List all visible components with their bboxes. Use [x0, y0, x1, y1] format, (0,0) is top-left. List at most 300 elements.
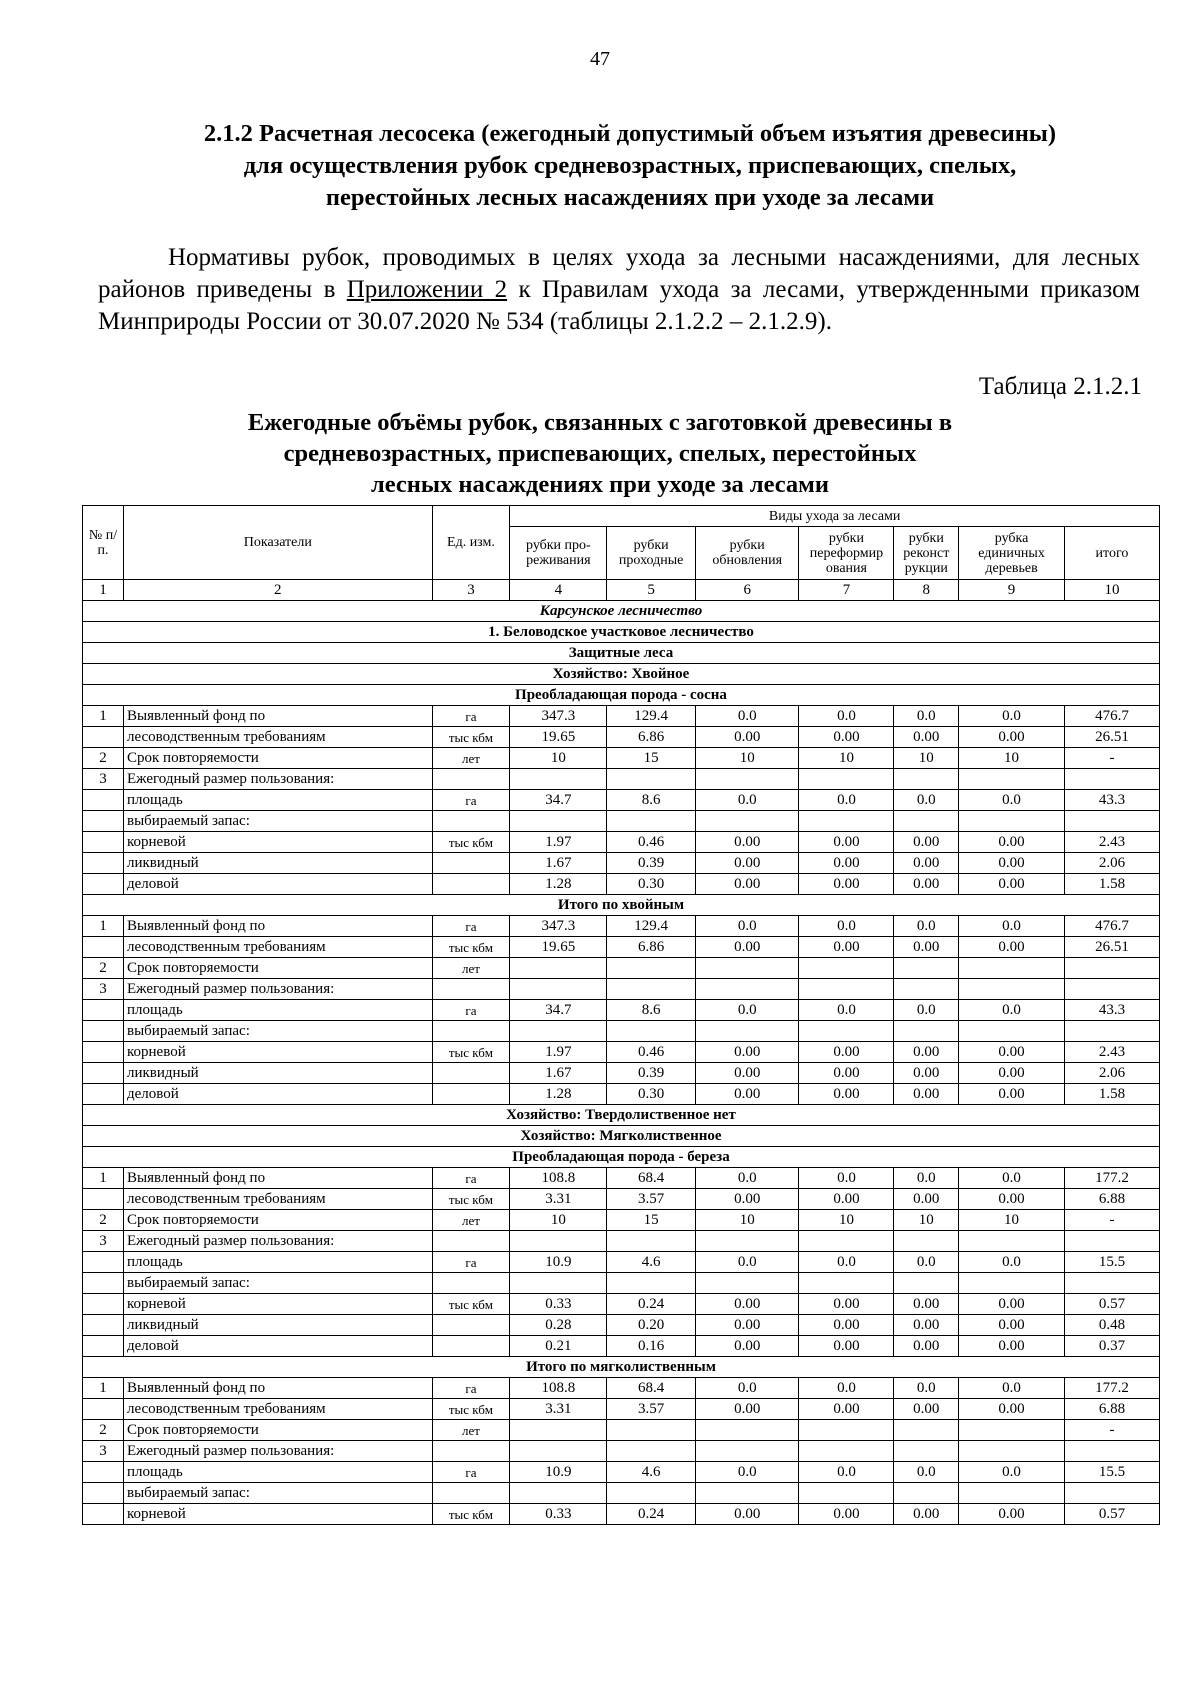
row-value: 0.00 — [894, 1042, 959, 1063]
row-value: 10 — [959, 748, 1065, 769]
row-number — [83, 1042, 124, 1063]
row-indicator: ликвидный — [124, 1315, 433, 1336]
row-value — [510, 979, 607, 1000]
row-value: 0.00 — [894, 1504, 959, 1525]
row-value: 0.00 — [695, 1084, 799, 1105]
section-label: Преобладающая порода - сосна — [83, 685, 1160, 706]
row-unit: лет — [432, 1210, 510, 1231]
row-value: 0.46 — [607, 1042, 695, 1063]
table-label: Таблица 2.1.2.1 — [978, 373, 1142, 400]
row-value: 0.00 — [959, 1063, 1065, 1084]
row-value: 0.0 — [799, 790, 894, 811]
row-value: 0.00 — [695, 937, 799, 958]
row-value: 26.51 — [1064, 937, 1159, 958]
row-value: 0.33 — [510, 1294, 607, 1315]
row-indicator: Срок повторяемости — [124, 1420, 433, 1441]
row-value: 1.97 — [510, 1042, 607, 1063]
row-number: 1 — [83, 1378, 124, 1399]
row-value: 68.4 — [607, 1378, 695, 1399]
row-value: 0.0 — [695, 1252, 799, 1273]
row-value: 0.00 — [695, 1336, 799, 1357]
row-value — [607, 979, 695, 1000]
table-title-line: лесных насаждениях при уходе за лесами — [371, 471, 829, 498]
row-value: 177.2 — [1064, 1378, 1159, 1399]
row-number — [83, 1273, 124, 1294]
row-value — [607, 1231, 695, 1252]
header-col: рубки реконст рукции — [894, 527, 959, 580]
section-label: Карсунское лесничество — [83, 601, 1160, 622]
row-value: 1.58 — [1064, 1084, 1159, 1105]
row-indicator: ликвидный — [124, 853, 433, 874]
table-row — [83, 1420, 1160, 1441]
row-indicator: площадь — [124, 1462, 433, 1483]
row-indicator: Выявленный фонд по — [124, 1378, 433, 1399]
row-value: 0.57 — [1064, 1504, 1159, 1525]
row-value: 129.4 — [607, 706, 695, 727]
row-value: 0.00 — [695, 1315, 799, 1336]
row-value — [695, 958, 799, 979]
header-col-number: 1 — [83, 580, 124, 601]
section-row — [83, 1105, 1160, 1126]
table-row — [83, 1378, 1160, 1399]
row-value: 3.57 — [607, 1189, 695, 1210]
section-row — [83, 1357, 1160, 1378]
row-unit — [432, 1021, 510, 1042]
row-unit: лет — [432, 748, 510, 769]
row-indicator: выбираемый запас: — [124, 1273, 433, 1294]
row-unit — [432, 1063, 510, 1084]
row-value: 0.0 — [959, 1168, 1065, 1189]
header-col-number: 10 — [1064, 580, 1159, 601]
paragraph-text: Нормативы рубок, проводимых в целях ухода за лесными насаждениями, для лесных районов приведены в — [98, 244, 1140, 303]
row-number — [83, 1252, 124, 1273]
row-indicator: Срок повторяемости — [124, 748, 433, 769]
row-value — [695, 769, 799, 790]
row-value — [607, 1273, 695, 1294]
row-value: 1.28 — [510, 1084, 607, 1105]
row-value: 2.06 — [1064, 853, 1159, 874]
row-value — [695, 1420, 799, 1441]
row-value: 1.67 — [510, 1063, 607, 1084]
row-value: 0.00 — [695, 853, 799, 874]
table-row — [83, 1042, 1160, 1063]
row-unit: тыс кбм — [432, 1399, 510, 1420]
row-value — [959, 811, 1065, 832]
row-number: 1 — [83, 916, 124, 937]
row-value: 0.0 — [695, 1000, 799, 1021]
table-row — [83, 853, 1160, 874]
row-value: 10.9 — [510, 1252, 607, 1273]
row-value: 10 — [695, 1210, 799, 1231]
row-value: 0.00 — [695, 1504, 799, 1525]
row-value — [1064, 958, 1159, 979]
row-value: 0.57 — [1064, 1294, 1159, 1315]
header-col: рубки проходные — [607, 527, 695, 580]
paragraph-text: к Правилам ухода за лесами, утвержденными приказом Минприроды России от 30.07.2020 № 534 (таблицы 2.1.2.2 – 2.1.2.9). — [98, 276, 1141, 335]
row-value: 0.00 — [799, 1084, 894, 1105]
row-unit — [432, 1483, 510, 1504]
row-indicator: лесоводственным требованиям — [124, 727, 433, 748]
row-value: 0.0 — [799, 1168, 894, 1189]
row-value: 19.65 — [510, 727, 607, 748]
row-value: 0.00 — [959, 1504, 1065, 1525]
row-value — [607, 811, 695, 832]
table-row — [83, 1315, 1160, 1336]
row-value: 0.00 — [695, 1042, 799, 1063]
section-row — [83, 1126, 1160, 1147]
row-value: 0.0 — [959, 1378, 1065, 1399]
row-value: 108.8 — [510, 1378, 607, 1399]
row-value: 15.5 — [1064, 1252, 1159, 1273]
row-number: 1 — [83, 1168, 124, 1189]
table-row — [83, 790, 1160, 811]
row-value: 0.39 — [607, 1063, 695, 1084]
section-row — [83, 643, 1160, 664]
row-indicator: площадь — [124, 1252, 433, 1273]
section-label: Итого по хвойным — [83, 895, 1160, 916]
row-value: 43.3 — [1064, 790, 1159, 811]
row-value — [799, 769, 894, 790]
row-value: 0.0 — [959, 790, 1065, 811]
row-number — [83, 937, 124, 958]
row-value — [510, 1441, 607, 1462]
row-value — [1064, 1231, 1159, 1252]
row-unit — [432, 1336, 510, 1357]
row-value — [799, 1231, 894, 1252]
row-value — [799, 1483, 894, 1504]
table-row — [83, 769, 1160, 790]
row-value — [799, 958, 894, 979]
row-indicator: выбираемый запас: — [124, 1021, 433, 1042]
table-row — [83, 1252, 1160, 1273]
row-indicator: корневой — [124, 1294, 433, 1315]
row-value — [607, 1420, 695, 1441]
row-value — [894, 1420, 959, 1441]
row-indicator: лесоводственным требованиям — [124, 937, 433, 958]
row-value — [695, 1231, 799, 1252]
row-value: 0.00 — [799, 1399, 894, 1420]
row-value — [894, 1231, 959, 1252]
row-value: 10 — [894, 748, 959, 769]
appendix-link[interactable]: Приложении 2 — [346, 276, 508, 303]
row-indicator: Ежегодный размер пользования: — [124, 1441, 433, 1462]
section-label: Хозяйство: Хвойное — [83, 664, 1160, 685]
row-value: 8.6 — [607, 790, 695, 811]
row-value: 1.67 — [510, 853, 607, 874]
section-row — [83, 1147, 1160, 1168]
header-col: рубки переформир ования — [799, 527, 894, 580]
row-number — [83, 1063, 124, 1084]
row-value — [510, 769, 607, 790]
table-row — [83, 1231, 1160, 1252]
row-number: 2 — [83, 958, 124, 979]
row-value: 0.24 — [607, 1504, 695, 1525]
row-value: 0.00 — [799, 1063, 894, 1084]
row-value — [894, 1021, 959, 1042]
row-indicator: Выявленный фонд по — [124, 1168, 433, 1189]
row-unit: тыс кбм — [432, 727, 510, 748]
header-col: рубка единичных деревьев — [959, 527, 1065, 580]
row-value: 0.48 — [1064, 1315, 1159, 1336]
row-number — [83, 790, 124, 811]
row-value: 19.65 — [510, 937, 607, 958]
row-unit: лет — [432, 1420, 510, 1441]
row-value: 0.21 — [510, 1336, 607, 1357]
row-value: 0.0 — [894, 1000, 959, 1021]
row-value: 1.58 — [1064, 874, 1159, 895]
row-value: 0.00 — [959, 937, 1065, 958]
section-row — [83, 895, 1160, 916]
row-value: 0.00 — [959, 1042, 1065, 1063]
row-unit: га — [432, 1252, 510, 1273]
row-value: 0.33 — [510, 1504, 607, 1525]
row-value — [894, 979, 959, 1000]
row-unit: га — [432, 1462, 510, 1483]
row-value: 129.4 — [607, 916, 695, 937]
table-row — [83, 706, 1160, 727]
row-unit: га — [432, 1168, 510, 1189]
header-col-number: 6 — [695, 580, 799, 601]
row-value: 0.0 — [959, 1252, 1065, 1273]
row-unit — [432, 1231, 510, 1252]
row-value: 0.00 — [799, 1504, 894, 1525]
table-row — [83, 1063, 1160, 1084]
row-value: 0.00 — [799, 727, 894, 748]
row-value — [799, 1021, 894, 1042]
row-value — [695, 1483, 799, 1504]
row-value — [1064, 1273, 1159, 1294]
row-unit: тыс кбм — [432, 937, 510, 958]
row-value: 0.0 — [695, 1378, 799, 1399]
row-value: 0.0 — [894, 790, 959, 811]
row-value: 0.00 — [799, 1294, 894, 1315]
row-value: 0.00 — [959, 1336, 1065, 1357]
row-value: 0.00 — [695, 727, 799, 748]
row-value — [510, 1483, 607, 1504]
row-unit: тыс кбм — [432, 1189, 510, 1210]
table-row — [83, 916, 1160, 937]
row-number: 3 — [83, 769, 124, 790]
row-value — [607, 1483, 695, 1504]
row-value — [959, 1021, 1065, 1042]
row-value: 476.7 — [1064, 916, 1159, 937]
row-value: 0.0 — [959, 1462, 1065, 1483]
row-indicator: выбираемый запас: — [124, 1483, 433, 1504]
table-row — [83, 1189, 1160, 1210]
row-unit — [432, 1084, 510, 1105]
row-value — [799, 979, 894, 1000]
row-value: 0.0 — [799, 916, 894, 937]
row-value: 0.00 — [799, 853, 894, 874]
row-number — [83, 1294, 124, 1315]
row-value: 3.31 — [510, 1399, 607, 1420]
table-row — [83, 874, 1160, 895]
row-number — [83, 832, 124, 853]
row-value — [695, 979, 799, 1000]
row-value — [894, 769, 959, 790]
row-value — [607, 958, 695, 979]
row-value: 0.0 — [799, 706, 894, 727]
header-col-number: 7 — [799, 580, 894, 601]
row-value: 0.0 — [894, 706, 959, 727]
table-row — [83, 1168, 1160, 1189]
row-value: 6.88 — [1064, 1189, 1159, 1210]
row-value — [959, 1273, 1065, 1294]
row-value: 15 — [607, 1210, 695, 1231]
row-value — [607, 1441, 695, 1462]
row-number: 2 — [83, 1420, 124, 1441]
row-number — [83, 1483, 124, 1504]
row-unit — [432, 811, 510, 832]
row-value — [959, 1231, 1065, 1252]
table-row — [83, 1021, 1160, 1042]
row-unit: га — [432, 706, 510, 727]
header-unit: Ед. изм. — [432, 506, 510, 580]
row-value: 0.30 — [607, 1084, 695, 1105]
row-indicator: лесоводственным требованиям — [124, 1399, 433, 1420]
row-value: 0.0 — [894, 916, 959, 937]
row-unit — [432, 1441, 510, 1462]
row-value: 0.00 — [799, 937, 894, 958]
row-number: 2 — [83, 1210, 124, 1231]
row-value — [510, 958, 607, 979]
row-number — [83, 1000, 124, 1021]
row-value: 0.00 — [894, 1315, 959, 1336]
row-number — [83, 1315, 124, 1336]
row-value: 0.00 — [799, 832, 894, 853]
row-value: 43.3 — [1064, 1000, 1159, 1021]
section-label: Преобладающая порода - береза — [83, 1147, 1160, 1168]
row-value: 0.0 — [959, 706, 1065, 727]
row-value: 10 — [510, 1210, 607, 1231]
row-value — [695, 1273, 799, 1294]
row-number: 3 — [83, 1231, 124, 1252]
section-label: Хозяйство: Мягколиственное — [83, 1126, 1160, 1147]
row-number: 3 — [83, 979, 124, 1000]
row-value: 0.0 — [799, 1000, 894, 1021]
row-value: 10 — [799, 1210, 894, 1231]
row-value: 0.00 — [695, 832, 799, 853]
row-value: 0.00 — [894, 1294, 959, 1315]
row-value: 0.46 — [607, 832, 695, 853]
table-row — [83, 1336, 1160, 1357]
row-value: 10.9 — [510, 1462, 607, 1483]
row-value — [799, 1420, 894, 1441]
row-unit: тыс кбм — [432, 1042, 510, 1063]
row-value — [510, 1420, 607, 1441]
row-value — [1064, 769, 1159, 790]
row-value — [799, 811, 894, 832]
row-value — [959, 1483, 1065, 1504]
row-value — [510, 1273, 607, 1294]
row-value: 347.3 — [510, 706, 607, 727]
row-value: - — [1064, 748, 1159, 769]
section-heading-line: 2.1.2 Расчетная лесосека (ежегодный допустимый объем изъятия древесины) — [203, 120, 1057, 147]
row-value: - — [1064, 1420, 1159, 1441]
row-value: 347.3 — [510, 916, 607, 937]
row-value: 4.6 — [607, 1252, 695, 1273]
row-value: 0.00 — [959, 1084, 1065, 1105]
row-indicator: деловой — [124, 874, 433, 895]
row-value: 0.00 — [695, 1399, 799, 1420]
row-value: 0.00 — [894, 853, 959, 874]
row-indicator: Срок повторяемости — [124, 958, 433, 979]
header-col-number: 3 — [432, 580, 510, 601]
intro-paragraph — [98, 242, 1140, 338]
row-value — [894, 811, 959, 832]
row-unit — [432, 979, 510, 1000]
row-indicator: Срок повторяемости — [124, 1210, 433, 1231]
row-value: 3.57 — [607, 1399, 695, 1420]
table-row — [83, 748, 1160, 769]
row-value: 0.00 — [894, 1399, 959, 1420]
row-value: 2.06 — [1064, 1063, 1159, 1084]
section-heading — [120, 118, 1140, 214]
header-col-number: 2 — [124, 580, 433, 601]
section-label: Итого по мягколиственным — [83, 1357, 1160, 1378]
row-value: 10 — [959, 1210, 1065, 1231]
row-number — [83, 811, 124, 832]
row-unit: га — [432, 790, 510, 811]
row-indicator: деловой — [124, 1084, 433, 1105]
row-value: 0.00 — [894, 1189, 959, 1210]
row-value: 0.00 — [894, 1336, 959, 1357]
row-unit: га — [432, 1000, 510, 1021]
row-indicator: ликвидный — [124, 1063, 433, 1084]
page-number: 47 — [590, 48, 610, 70]
row-value: 8.6 — [607, 1000, 695, 1021]
row-value: 0.00 — [959, 1294, 1065, 1315]
row-value: 476.7 — [1064, 706, 1159, 727]
row-unit — [432, 769, 510, 790]
row-unit — [432, 853, 510, 874]
row-number — [83, 874, 124, 895]
row-unit — [432, 1315, 510, 1336]
row-number — [83, 727, 124, 748]
row-indicator: Выявленный фонд по — [124, 706, 433, 727]
row-value: 0.0 — [695, 916, 799, 937]
row-value: 0.00 — [959, 853, 1065, 874]
row-value: 0.00 — [799, 1336, 894, 1357]
row-value: 0.0 — [695, 1462, 799, 1483]
row-value: 0.0 — [894, 1168, 959, 1189]
table-row — [83, 979, 1160, 1000]
row-value: 3.31 — [510, 1189, 607, 1210]
row-number — [83, 1021, 124, 1042]
row-indicator: площадь — [124, 1000, 433, 1021]
row-value: 6.86 — [607, 727, 695, 748]
row-value: 0.00 — [695, 1189, 799, 1210]
row-value: 0.00 — [959, 1189, 1065, 1210]
table-row — [83, 1462, 1160, 1483]
row-value: 0.0 — [959, 916, 1065, 937]
row-unit: тыс кбм — [432, 832, 510, 853]
row-value — [1064, 1021, 1159, 1042]
header-group: Виды ухода за лесами — [510, 506, 1160, 527]
row-value — [894, 1483, 959, 1504]
row-value: 4.6 — [607, 1462, 695, 1483]
row-value: 10 — [799, 748, 894, 769]
row-indicator: корневой — [124, 1042, 433, 1063]
table-row — [83, 958, 1160, 979]
row-value: 0.00 — [799, 1042, 894, 1063]
row-value: 10 — [894, 1210, 959, 1231]
row-value: - — [1064, 1210, 1159, 1231]
table-row — [83, 832, 1160, 853]
row-value: 0.0 — [695, 706, 799, 727]
row-value: 2.43 — [1064, 832, 1159, 853]
row-value: 10 — [695, 748, 799, 769]
